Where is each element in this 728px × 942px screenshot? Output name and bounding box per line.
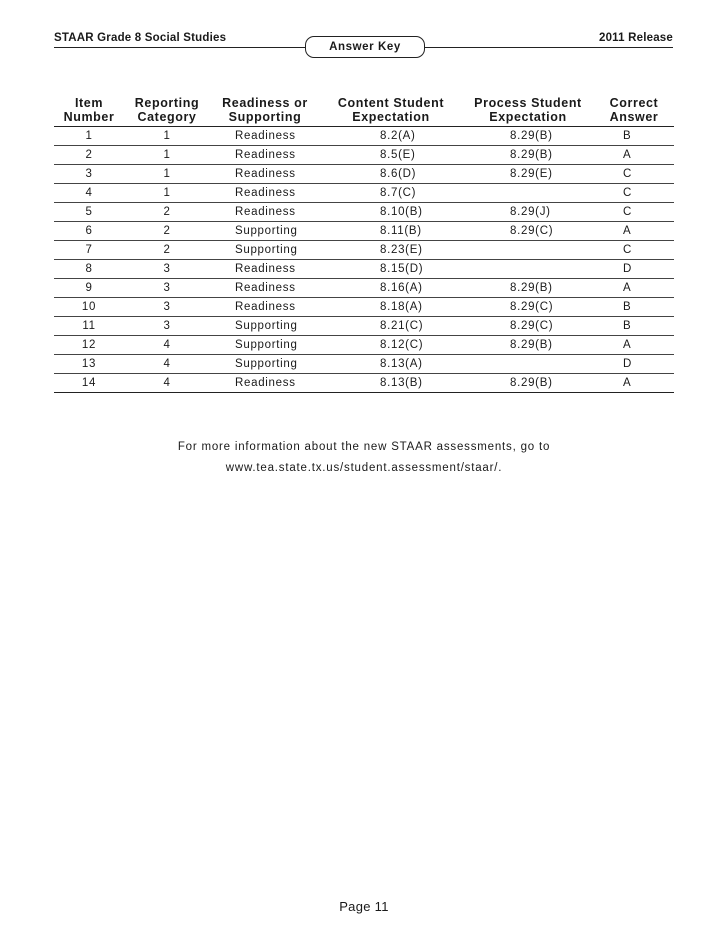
cell-process-student-expectation: 8.29(B) <box>462 336 594 355</box>
cell-item-number: 12 <box>54 336 124 355</box>
cell-correct-answer: D <box>594 260 674 279</box>
cell-process-student-expectation <box>462 241 594 260</box>
cell-reporting-category: 3 <box>124 298 210 317</box>
cell-process-student-expectation: 8.29(J) <box>462 203 594 222</box>
cell-correct-answer: C <box>594 184 674 203</box>
cell-reporting-category: 2 <box>124 222 210 241</box>
cell-content-student-expectation: 8.13(A) <box>320 355 462 374</box>
cell-process-student-expectation: 8.29(B) <box>462 127 594 146</box>
cell-correct-answer: B <box>594 317 674 336</box>
cell-content-student-expectation: 8.13(B) <box>320 374 462 393</box>
cell-item-number: 5 <box>54 203 124 222</box>
cell-readiness-or-supporting: Readiness <box>210 279 320 298</box>
cell-process-student-expectation: 8.29(E) <box>462 165 594 184</box>
more-info-note <box>150 437 578 479</box>
cell-correct-answer: A <box>594 374 674 393</box>
cell-reporting-category: 3 <box>124 260 210 279</box>
document-title: STAAR Grade 8 Social Studies <box>54 32 227 44</box>
cell-item-number: 14 <box>54 374 124 393</box>
cell-readiness-or-supporting: Readiness <box>210 165 320 184</box>
cell-item-number: 8 <box>54 260 124 279</box>
cell-correct-answer: D <box>594 355 674 374</box>
table-row <box>54 222 674 241</box>
column-header-process-student-expectation <box>462 96 594 127</box>
column-header-readiness-or-supporting <box>210 96 320 127</box>
cell-item-number: 1 <box>54 127 124 146</box>
cell-content-student-expectation: 8.7(C) <box>320 184 462 203</box>
cell-item-number: 6 <box>54 222 124 241</box>
cell-process-student-expectation: 8.29(C) <box>462 317 594 336</box>
cell-correct-answer: A <box>594 222 674 241</box>
table-row <box>54 374 674 393</box>
cell-content-student-expectation: 8.10(B) <box>320 203 462 222</box>
column-header-line: Answer <box>609 110 659 124</box>
table-row <box>54 127 674 146</box>
cell-item-number: 9 <box>54 279 124 298</box>
table-row <box>54 146 674 165</box>
cell-item-number: 7 <box>54 241 124 260</box>
cell-item-number: 13 <box>54 355 124 374</box>
column-header-reporting-category <box>124 96 210 127</box>
cell-item-number: 10 <box>54 298 124 317</box>
cell-reporting-category: 4 <box>124 374 210 393</box>
cell-process-student-expectation <box>462 260 594 279</box>
cell-reporting-category: 3 <box>124 317 210 336</box>
column-header-line: Readiness or <box>222 96 308 110</box>
cell-content-student-expectation: 8.5(E) <box>320 146 462 165</box>
column-header-line: Reporting <box>134 96 200 110</box>
cell-reporting-category: 1 <box>124 184 210 203</box>
cell-readiness-or-supporting: Supporting <box>210 241 320 260</box>
answer-key-tab: Answer Key <box>305 36 425 58</box>
column-header-line: Item <box>74 96 104 110</box>
cell-correct-answer: B <box>594 298 674 317</box>
cell-process-student-expectation: 8.29(B) <box>462 146 594 165</box>
cell-reporting-category: 1 <box>124 146 210 165</box>
cell-correct-answer: A <box>594 336 674 355</box>
cell-content-student-expectation: 8.15(D) <box>320 260 462 279</box>
cell-process-student-expectation: 8.29(B) <box>462 279 594 298</box>
cell-reporting-category: 1 <box>124 127 210 146</box>
cell-correct-answer: C <box>594 241 674 260</box>
cell-readiness-or-supporting: Supporting <box>210 222 320 241</box>
column-header-item-number <box>54 96 124 127</box>
table-row <box>54 279 674 298</box>
cell-readiness-or-supporting: Readiness <box>210 260 320 279</box>
cell-readiness-or-supporting: Readiness <box>210 298 320 317</box>
table-row <box>54 184 674 203</box>
cell-content-student-expectation: 8.2(A) <box>320 127 462 146</box>
table-row <box>54 336 674 355</box>
table-header <box>54 96 674 127</box>
cell-correct-answer: A <box>594 279 674 298</box>
cell-correct-answer: A <box>594 146 674 165</box>
column-header-line: Expectation <box>352 110 430 124</box>
cell-readiness-or-supporting: Supporting <box>210 317 320 336</box>
column-header-line: Process Student <box>474 96 582 110</box>
staar-link-text: www.tea.state.tx.us/student.assessment/staar/. <box>225 462 503 474</box>
column-header-line: Number <box>63 110 115 124</box>
more-info-line: For more information about the new STAAR assessments, go to <box>177 441 551 453</box>
cell-reporting-category: 2 <box>124 203 210 222</box>
cell-process-student-expectation: 8.29(C) <box>462 298 594 317</box>
table-body <box>54 127 674 393</box>
column-header-line: Correct <box>609 96 659 110</box>
cell-reporting-category: 1 <box>124 165 210 184</box>
cell-content-student-expectation: 8.16(A) <box>320 279 462 298</box>
cell-content-student-expectation: 8.6(D) <box>320 165 462 184</box>
cell-correct-answer: C <box>594 165 674 184</box>
column-header-line: Supporting <box>228 110 302 124</box>
page-number: Page 11 <box>339 899 389 914</box>
table-row <box>54 298 674 317</box>
column-header-content-student-expectation <box>320 96 462 127</box>
header-row <box>54 96 674 127</box>
cell-readiness-or-supporting: Readiness <box>210 203 320 222</box>
cell-readiness-or-supporting: Supporting <box>210 336 320 355</box>
cell-process-student-expectation <box>462 184 594 203</box>
cell-item-number: 3 <box>54 165 124 184</box>
table-row <box>54 165 674 184</box>
cell-process-student-expectation <box>462 355 594 374</box>
cell-correct-answer: C <box>594 203 674 222</box>
cell-readiness-or-supporting: Readiness <box>210 146 320 165</box>
cell-reporting-category: 3 <box>124 279 210 298</box>
answer-key-table <box>54 96 674 393</box>
cell-process-student-expectation: 8.29(B) <box>462 374 594 393</box>
cell-readiness-or-supporting: Supporting <box>210 355 320 374</box>
table-row <box>54 317 674 336</box>
table-row <box>54 241 674 260</box>
cell-correct-answer: B <box>594 127 674 146</box>
cell-content-student-expectation: 8.11(B) <box>320 222 462 241</box>
column-header-line: Content Student <box>337 96 445 110</box>
column-header-line: Expectation <box>489 110 567 124</box>
table-row <box>54 260 674 279</box>
cell-content-student-expectation: 8.23(E) <box>320 241 462 260</box>
cell-item-number: 11 <box>54 317 124 336</box>
column-header-line: Category <box>137 110 197 124</box>
column-header-correct-answer <box>594 96 674 127</box>
cell-reporting-category: 2 <box>124 241 210 260</box>
cell-item-number: 2 <box>54 146 124 165</box>
table-row <box>54 355 674 374</box>
cell-content-student-expectation: 8.18(A) <box>320 298 462 317</box>
cell-readiness-or-supporting: Readiness <box>210 184 320 203</box>
cell-content-student-expectation: 8.12(C) <box>320 336 462 355</box>
table-row <box>54 203 674 222</box>
release-label: 2011 Release <box>598 32 673 44</box>
cell-content-student-expectation: 8.21(C) <box>320 317 462 336</box>
cell-process-student-expectation: 8.29(C) <box>462 222 594 241</box>
cell-readiness-or-supporting: Readiness <box>210 127 320 146</box>
cell-item-number: 4 <box>54 184 124 203</box>
cell-reporting-category: 4 <box>124 355 210 374</box>
cell-readiness-or-supporting: Readiness <box>210 374 320 393</box>
cell-reporting-category: 4 <box>124 336 210 355</box>
